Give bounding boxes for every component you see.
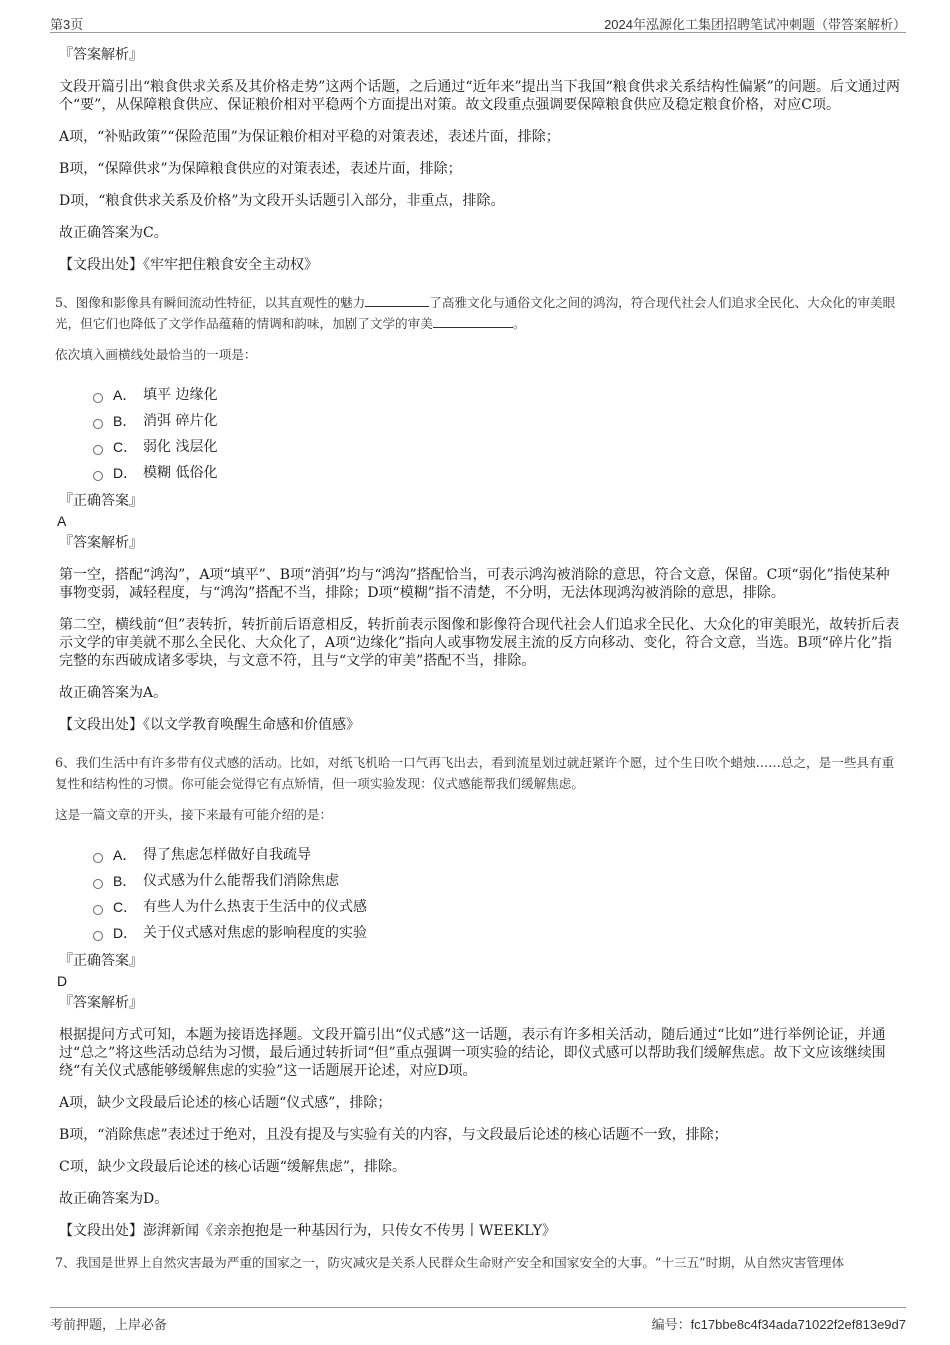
option-a[interactable] [93,842,900,868]
question-stem: 7、我国是世界上自然灾害最为严重的国家之一，防灾减灾是关系人民群众生命财产安全和国家安全的大事。“十三五”时期，从自然灾害管理体 [55,1255,845,1270]
option-letter: D． [113,465,138,481]
stem-part: 了高雅文化与通俗文化之间的鸿沟，符合现代社会人们追求全民化、大众化的审美眼光，但它们也降低了文学作品蕴藉的情调和韵味，加剧了文学的审美 [55,295,896,331]
correct-answer-label: 『正确答案』 [59,953,143,969]
analysis-paragraph: 根据提问方式可知，本题为接语选择题。文段开篇引出“仪式感”这一话题，表示有许多相关活动，随后通过“比如”进行举例论证，并通过“总之”将这些活动总结为习惯，最后通过转折词“但”重点强调一项实验的结论，即仪式感可以帮助我们缓解焦虑。故下文应该继续围绕“有关仪式感能够缓解焦虑的实验”这一话题展开论述，对应D项。 [59,1027,886,1079]
analysis-paragraph: 第二空，横线前“但”表转折，转折前后语意相反，转折前表示图像和影像符合现代社会人们追求全民化、大众化的审美眼光，故转折后表示文学的审美就不那么全民化、大众化了，A项“边缘化”指向人或事物发展主流的反方向移动、变化，符合文意，当选。B项“碎片化”指完整的东西破成诸多零块，与文意不符，且与“文学的审美”搭配不当，排除。 [59,617,900,669]
fill-blank [433,314,513,328]
option-letter: C． [113,439,138,455]
option-letter: C． [113,899,138,915]
analysis-option-d: D项，“粮食供求关系及价格”为文段开头话题引入部分，非重点，排除。 [59,193,505,209]
option-text: 有些人为什么热衷于生活中的仪式感 [143,899,367,915]
option-text: 关于仪式感对焦虑的影响程度的实验 [143,925,367,941]
page-content [55,44,900,1296]
stem-part: 。 [512,316,526,331]
analysis-paragraph: 第一空，搭配“鸿沟”，A项“填平”、B项“消弭”均与“鸿沟”搭配恰当，可表示鸿沟被消除的意思，符合文意，保留。C项“弱化”指使某种事物变弱，减轻程度，与“鸿沟”搭配不当，排除；D项“模糊”指不清楚，不分明，无法体现鸿沟被消除的意思，排除。 [59,567,890,601]
option-letter: B． [113,873,137,889]
conclusion: 故正确答案为C。 [59,225,168,241]
stem-part: 5、图像和影像具有瞬间流动性特征，以其直观性的魅力 [55,295,366,310]
option-letter: B． [113,413,137,429]
option-letter: D． [113,925,138,941]
option-text: 填平 边缘化 [143,387,218,403]
radio-button[interactable] [93,445,103,455]
fill-blank [365,293,429,307]
option-text: 仪式感为什么能帮我们消除焦虑 [143,873,339,889]
source-citation: 【文段出处】《以文学教育唤醒生命感和价值感》 [59,717,360,733]
footer-slogan: 考前押题，上岸必备 [50,1317,168,1332]
analysis-option-b: B项，“消除焦虑”表述过于绝对，且没有提及与实验有关的内容，与文段最后论述的核心话题不一致，排除； [59,1127,728,1143]
option-text: 得了焦虑怎样做好自我疏导 [143,847,311,863]
question-prompt: 这是一篇文章的开头，接下来最有可能介绍的是： [55,807,333,822]
radio-button[interactable] [93,905,103,915]
analysis-paragraph: 文段开篇引出“粮食供求关系及其价格走势”这两个话题，之后通过“近年来”提出当下我国“粮食供求关系结构性偏紧”的问题。后文通过两个“要”，从保障粮食供应、保证粮价相对平稳两个方面提出对策。故文段重点强调要保障粮食供应及稳定粮食价格，对应C项。 [59,79,900,113]
radio-button[interactable] [93,931,103,941]
option-c[interactable] [93,894,900,920]
radio-button[interactable] [93,879,103,889]
option-b[interactable] [93,408,900,434]
question-prompt: 依次填入画横线处最恰当的一项是： [55,347,257,362]
option-text: 消弭 碎片化 [143,413,218,429]
source-citation: 【文段出处】《牢牢把住粮食安全主动权》 [59,257,318,273]
radio-button[interactable] [93,853,103,863]
page-header [50,12,906,33]
document-id: 编号：fc17bbe8c4f34ada71022f2ef813e9d7 [651,1317,906,1332]
page-number: 第3页 [50,17,84,32]
option-text: 弱化 浅层化 [143,439,218,455]
analysis-label: 『答案解析』 [59,995,143,1011]
analysis-label: 『答案解析』 [59,47,143,63]
radio-button[interactable] [93,393,103,403]
question-stem [55,292,900,334]
analysis-option-b: B项，“保障供求”为保障粮食供应的对策表述，表述片面，排除； [59,161,462,177]
option-letter: A． [113,387,137,403]
conclusion: 故正确答案为A。 [59,685,168,701]
conclusion: 故正确答案为D。 [59,1191,169,1207]
option-c[interactable] [93,434,900,460]
option-list [93,382,900,486]
correct-answer: D [57,973,68,989]
option-d[interactable] [93,920,900,946]
source-citation: 【文段出处】澎湃新闻《亲亲抱抱是一种基因行为，只传女不传男丨WEEKLY》 [59,1223,556,1239]
question-stem: 6、我们生活中有许多带有仪式感的活动。比如，对纸飞机哈一口气再飞出去，看到流星划过就赶紧许个愿，过个生日吹个蜡烛……总之，是一些具有重复性和结构性的习惯。你可能会觉得它有点矫情，但一项实验发现：仪式感能帮我们缓解焦虑。 [55,755,895,791]
analysis-option-c: C项，缺少文段最后论述的核心话题“缓解焦虑”，排除。 [59,1159,407,1175]
page-footer [50,1307,906,1336]
option-b[interactable] [93,868,900,894]
document-title: 2024年泓源化工集团招聘笔试冲刺题（带答案解析） [604,17,906,32]
radio-button[interactable] [93,471,103,481]
analysis-option-a: A项，缺少文段最后论述的核心话题“仪式感”，排除； [59,1095,392,1111]
analysis-label: 『答案解析』 [59,535,143,551]
option-letter: A． [113,847,137,863]
option-a[interactable] [93,382,900,408]
option-d[interactable] [93,460,900,486]
analysis-option-a: A项，“补贴政策”“保险范围”为保证粮价相对平稳的对策表述，表述片面，排除； [59,129,560,145]
option-text: 模糊 低俗化 [143,465,218,481]
correct-answer-label: 『正确答案』 [59,493,143,509]
correct-answer: A [57,513,67,529]
radio-button[interactable] [93,419,103,429]
option-list [93,842,900,946]
